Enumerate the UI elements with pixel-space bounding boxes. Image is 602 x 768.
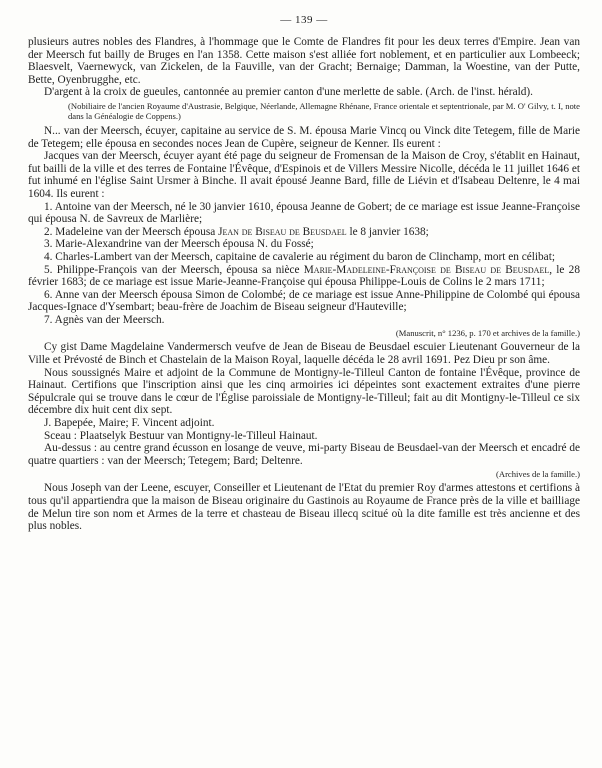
- paragraph-attestation: Nous soussignés Maire et adjoint de la Commune de Montigny-le-Tilleul Canton de fontaine l'Évêque, province de Hainaut. Certifions que l'inscription ainsi que les cinq armoiries ici dépeintes sont exactement extraites d'une pierre Sépulcrale qui se trouve dans le cœur de l'Église paroissiale de Montigny-le-Tilleul; fait au dit Montigny-le-Tilleul ce six décembre dix huit cent dix sept.: [28, 366, 580, 417]
- child-text: 6. Anne van der Meersch épousa Simon de Colombé; de ce mariage est issue Anne-Philippine de Colombé qui épousa Jacques-Ignace d'Ysembart; beau-frère de Joachim de Biseau seigneur d'Hauteville;: [28, 288, 580, 314]
- child-text: , le 28 février 1683; de ce mariage est issue Marie-Jeanne-Françoise qui épousa Philippe-Louis de Colins le 2 mars 1711;: [28, 263, 580, 289]
- list-item: [28, 238, 580, 251]
- child-text: 5. Philippe-François van der Meersch, épousa sa nièce: [44, 263, 304, 276]
- paragraph-epitaph: Cy gist Dame Magdelaine Vandermersch veufve de Jean de Biseau de Beusdael escuier Lieutenant Gouverneur de la Ville et Prévosté de Binch et Chastelain de la Maison Royal, laquelle décéda le 28 avril 1691. Pez Dieu pr son âme.: [28, 341, 580, 367]
- paragraph-arms: D'argent à la croix de gueules, cantonnée au premier canton d'une merlette de sable. (Arch. de l'inst. hérald).: [44, 86, 533, 99]
- child-text: 3. Marie-Alexandrine van der Meersch épousa N. du Fossé;: [44, 238, 314, 251]
- small-caps-name: Jean de Biseau de Beusdael: [218, 225, 347, 238]
- children-list: [28, 201, 580, 327]
- child-text: 7. Agnès van der Meersch.: [44, 313, 165, 326]
- paragraph-intro: plusieurs autres nobles des Flandres, à l'hommage que le Comte de Flandres fit pour les deux terres d'Empire. Jean van der Meersch fut bailly de Bruges en l'an 1358. Cette maison s'est alliée fort noblement, et en particulier aux Lombeeck; Blaesvelt, Vaernewyck, van Zickelen, de la Fauville, van der Gracht; Bernaige; Damman, la Woestine, van der Putte, Bette, Oyenbrugghe, etc.: [28, 36, 580, 86]
- list-item: [28, 201, 580, 226]
- paragraph-jacques: Jacques van der Meersch, écuyer ayant été page du seigneur de Fromensan de la Maison de Croy, s'établit en Hainaut, fut bailli de la ville et des terres de Fontaine l'Évêque, d'Espinois et de Villers Messire Nicolle, décéda le 11 juillet 1646 et fut inhumé en l'église Saint Ursmer à Binche. Il avait épousé Jeanne Bard, fille de Liévin et d'Isabeau Deltenre, le 4 mai 1604. Ils eurent :: [28, 150, 580, 200]
- paragraph-signatures: J. Bapepée, Maire; F. Vincent adjoint.: [44, 417, 215, 430]
- source-note-manuscrit: (Manuscrit, n° 1236, p. 170 et archives de la famille.): [395, 328, 580, 339]
- paragraph-leene: Nous Joseph van der Leene, escuyer, Conseiller et Lieutenant de l'Etat du premier Roy d'armes attestons et certifions à tous qu'il appartiendra que la maison de Biseau originaire du Gastinois au Royaume de France près de la ville et bailliage de Melun tire son nom et Armes de la terre et chasteau de Biseau illecq scitué où la dite famille est très ancienne et des plus nobles.: [28, 482, 580, 533]
- list-item: [28, 226, 580, 239]
- child-text: le 8 janvier 1638;: [346, 225, 429, 238]
- child-text: 2. Madeleine van der Meersch épousa: [44, 225, 219, 238]
- child-text: 4. Charles-Lambert van der Meersch, capitaine de cavalerie au régiment du baron de Clinchamp, mort en célibat;: [44, 250, 555, 263]
- list-item: [28, 314, 580, 327]
- paragraph-sceau: Sceau : Plaatselyk Bestuur van Montigny-le-Tilleul Hainaut.: [44, 429, 318, 442]
- paragraph-n-van-der-meersch: N... van der Meersch, écuyer, capitaine au service de S. M. épousa Marie Vincq ou Vinck dite Tetegem, fille de Marie de Tetegem; elle épousa en secondes noces Jean de Cupère, seigneur de Kenner. Ils eurent :: [28, 124, 580, 150]
- list-item: [28, 251, 580, 264]
- source-note-archives: (Archives de la famille.): [496, 469, 580, 480]
- source-note-nobiliaire: (Nobiliaire de l'ancien Royaume d'Austrasie, Belgique, Néerlande, Allemagne Rhénane, France orientale et septentrionale, par M. O' Gilvy, t. I, note dans la Généalogie de Coppens.): [68, 100, 580, 121]
- paragraph-au-dessus: Au-dessus : au centre grand écusson en losange de veuve, mi-party Biseau de Beusdael-van der Meersch et encadré de quatre quartiers : van der Meersch; Tetegem; Bard; Deltenre.: [28, 442, 580, 467]
- page-number: — 139 —: [280, 14, 328, 26]
- list-item: [28, 264, 580, 289]
- small-caps-name: Marie-Madeleine-Françoise de Biseau de Beusdael: [303, 263, 550, 276]
- list-item: [28, 289, 580, 314]
- child-text: 1. Antoine van der Meersch, né le 30 janvier 1610, épousa Jeanne de Gobert; de ce mariage est issue Jeanne-Françoise qui épousa N. de Savreux de Marlière;: [28, 200, 580, 226]
